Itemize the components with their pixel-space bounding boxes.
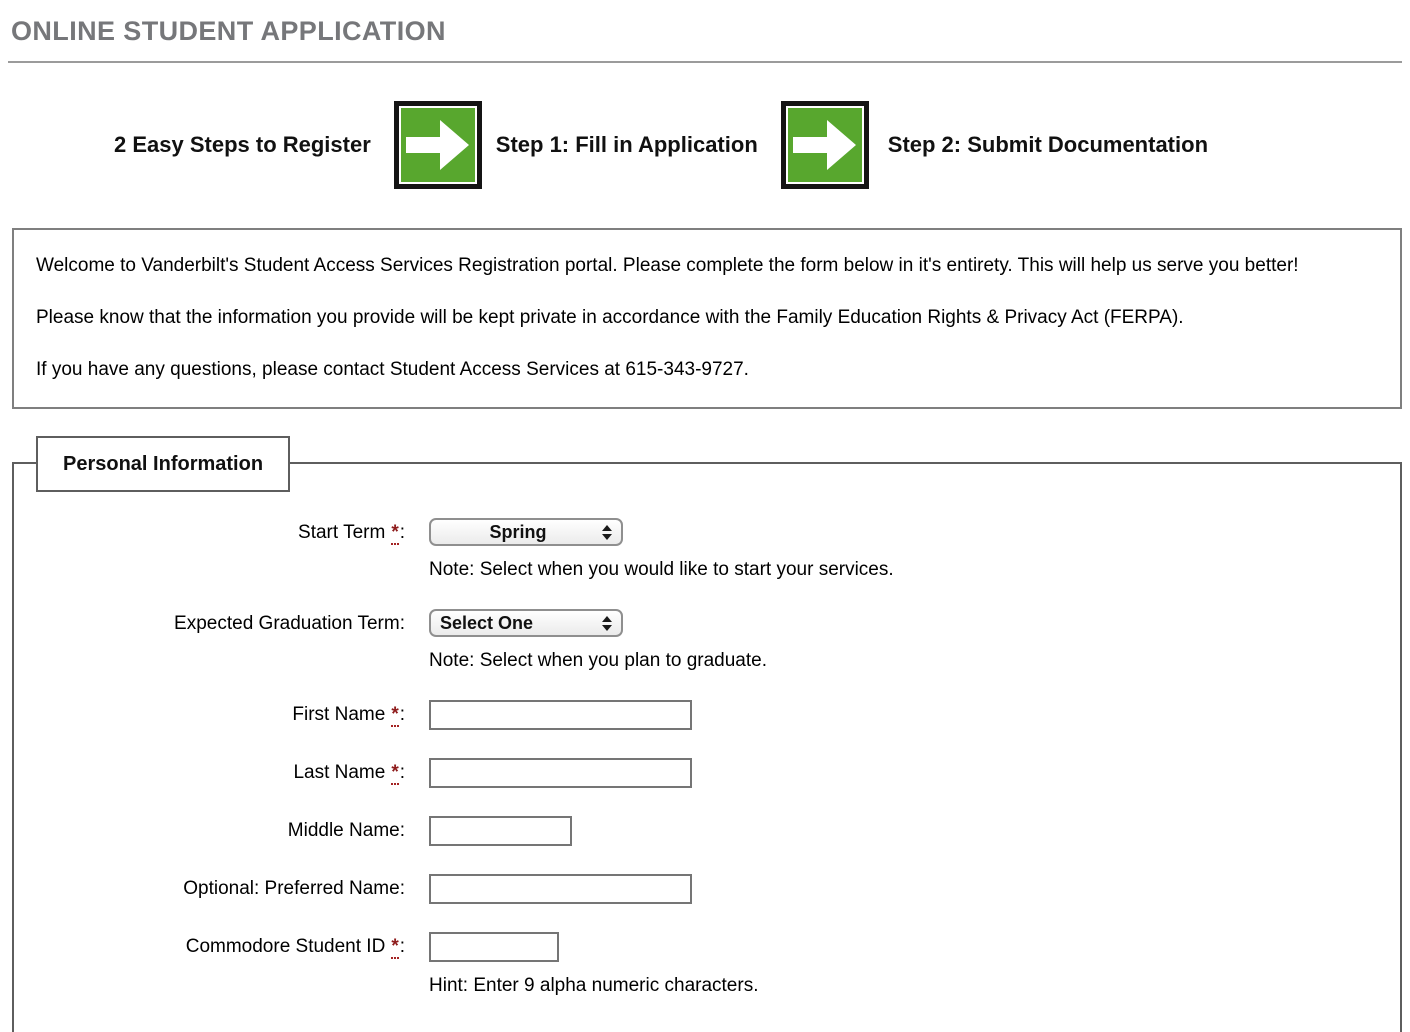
- start-term-label: Start Term *:: [298, 522, 405, 543]
- required-asterisk: *: [391, 936, 399, 957]
- form-row-preferred-name: [14, 874, 1400, 904]
- graduation-term-select[interactable]: [429, 609, 623, 637]
- personal-information-section: [12, 453, 1402, 1032]
- up-down-stepper-icon: [602, 525, 612, 540]
- form-row-start-term: [14, 518, 1400, 581]
- up-down-stepper-icon: [602, 616, 612, 631]
- start-term-select[interactable]: [429, 518, 623, 546]
- required-asterisk: *: [391, 762, 399, 783]
- title-divider: [8, 61, 1402, 63]
- green-right-arrow-icon: [780, 100, 870, 190]
- step-1-label: Step 1: Fill in Application: [495, 132, 758, 157]
- steps-banner: [114, 100, 1410, 190]
- preferred-name-label: Optional: Preferred Name:: [183, 878, 405, 899]
- start-term-select-value: Spring: [489, 521, 547, 542]
- page-title: ONLINE STUDENT APPLICATION: [11, 16, 446, 46]
- welcome-paragraph-3: If you have any questions, please contact Student Access Services at 615-343-9727.: [36, 359, 749, 380]
- welcome-paragraph-1: Welcome to Vanderbilt's Student Access Services Registration portal. Please complete the form below in it's entirety. This will help us serve you better!: [36, 255, 1299, 276]
- form-row-middle-name: [14, 816, 1400, 846]
- green-right-arrow-icon: [393, 100, 483, 190]
- student-id-hint: Hint: Enter 9 alpha numeric characters.: [429, 975, 759, 996]
- first-name-input[interactable]: [429, 700, 692, 730]
- middle-name-input[interactable]: [429, 816, 572, 846]
- welcome-message-box: [12, 228, 1402, 409]
- welcome-paragraph-2: Please know that the information you provide will be kept private in accordance with the Family Education Rights & Privacy Act (FERPA).: [36, 307, 1184, 328]
- form-row-first-name: [14, 700, 1400, 730]
- step-2-label: Step 2: Submit Documentation: [887, 132, 1209, 157]
- start-term-note: Note: Select when you would like to start your services.: [429, 559, 894, 580]
- first-name-label: First Name *:: [292, 704, 405, 725]
- graduation-term-select-value: Select One: [440, 612, 534, 633]
- required-asterisk: *: [391, 704, 399, 725]
- student-id-label: Commodore Student ID *:: [185, 936, 405, 957]
- personal-information-legend: Personal Information: [36, 436, 290, 492]
- graduation-term-label: Expected Graduation Term:: [174, 613, 405, 634]
- steps-intro-text: 2 Easy Steps to Register: [114, 132, 371, 157]
- form-row-last-name: [14, 758, 1400, 788]
- required-asterisk: *: [391, 522, 399, 543]
- student-id-input[interactable]: [429, 932, 559, 962]
- form-row-graduation-term: [14, 609, 1400, 672]
- preferred-name-input[interactable]: [429, 874, 692, 904]
- middle-name-label: Middle Name:: [287, 820, 405, 841]
- graduation-term-note: Note: Select when you plan to graduate.: [429, 650, 768, 671]
- form-row-student-id: [14, 932, 1400, 997]
- last-name-label: Last Name *:: [293, 762, 405, 783]
- last-name-input[interactable]: [429, 758, 692, 788]
